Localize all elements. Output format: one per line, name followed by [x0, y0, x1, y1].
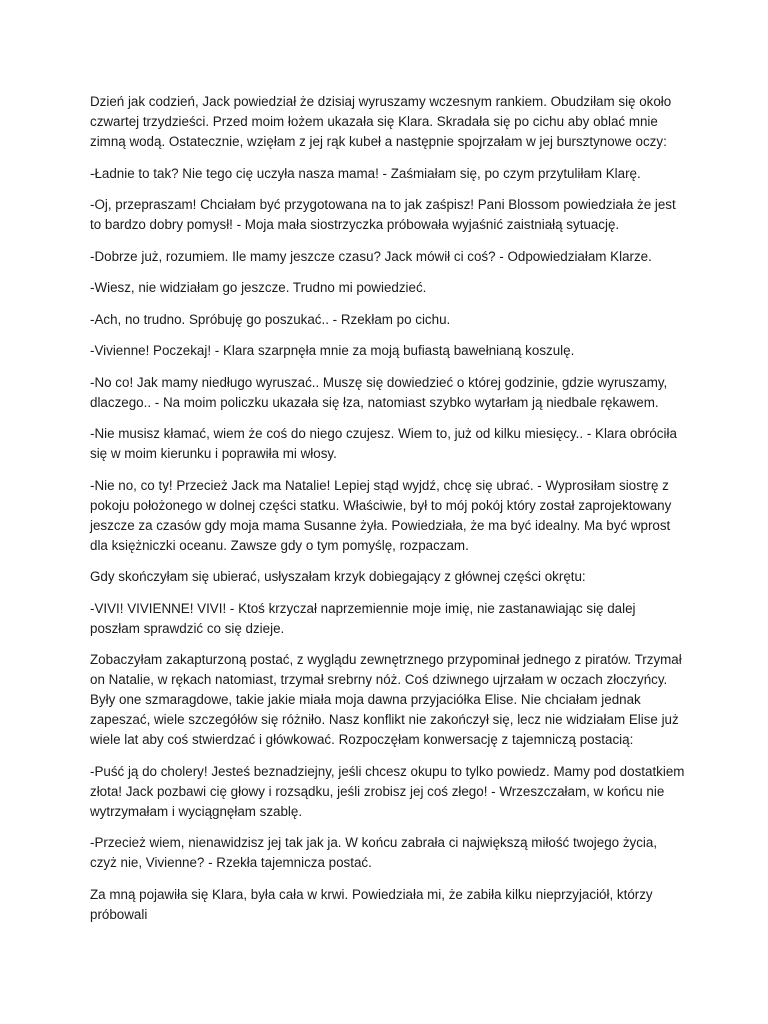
- paragraph: -Ach, no trudno. Spróbuję go poszukać.. - Rzekłam po cichu.: [90, 311, 451, 327]
- paragraph: -Wiesz, nie widziałam go jeszcze. Trudno mi powiedzieć.: [90, 280, 427, 295]
- paragraph: -Vivienne! Poczekaj! - Klara szarpnęła mnie za moją bufiastą bawełnianą koszulę.: [90, 343, 575, 358]
- paragraph: -Dobrze już, rozumiem. Ile mamy jeszcze czasu? Jack mówił ci coś? - Odpowiedziałam Klarze.: [90, 248, 652, 264]
- paragraph: -VIVI! VIVIENNE! VIVI! - Ktoś krzyczał naprzemiennie moje imię, nie zastanawiając się dalej poszłam sprawdzić co się dzieje.: [90, 600, 636, 636]
- paragraph: Zobaczyłam zakapturzoną postać, z wyglądu zewnętrznego przypominał jednego z piratów. Trzymał on Natalie, w rękach natomiast, trzymał srebrny nóż. Coś dziwnego ujrzałam w oczach złoczyńcy. Były one szmaragdowe, takie jakie miała moja dawna przyjaciółka Elise. Nie chciałam jednak zapeszać, wiele szczegółów się różniło. Nasz konflikt nie zakończył się, lecz nie widziałam Elise już wiele lat aby coś stwierdzać i główkować. Rozpoczęłam konwersację z tajemniczą postacią:: [90, 652, 682, 747]
- paragraph: -Oj, przepraszam! Chciałam być przygotowana na to jak zaśpisz! Pani Blossom powiedziała że jest to bardzo dobry pomysł! - Moja mała siostrzyczka próbowała wyjaśnić zaistniałą sytuację.: [90, 197, 676, 232]
- paragraph: -Przecież wiem, nienawidzisz jej tak jak ja. W końcu zabrała ci największą miłość twojego życia, czyż nie, Vivienne? - Rzekła tajemnicza postać.: [90, 835, 658, 870]
- paragraph: -Nie musisz kłamać, wiem że coś do niego czujesz. Wiem to, już od kilku miesięcy.. - Klara obróciła się w moim kierunku i poprawiła mi włosy.: [90, 426, 677, 461]
- paragraph: -Ładnie to tak? Nie tego cię uczyła nasza mama! - Zaśmiałam się, po czym przytuliłam Klarę.: [90, 165, 641, 181]
- paragraph: -Nie no, co ty! Przecież Jack ma Natalie! Lepiej stąd wyjdź, chcę się ubrać. - Wyprosiłam siostrę z pokoju położonego w dolnej części statku. Właściwie, był to mój pokój który został zaprojektowany jeszcze za czasów gdy moja mama Susanne żyła. Powiedziała, że ma być idealny. Ma być wprost dla księżniczki oceanu. Zawsze gdy o tym pomyślę, rozpaczam.: [90, 477, 672, 553]
- paragraph: Gdy skończyłam się ubierać, usłyszałam krzyk dobiegający z głównej części okrętu:: [90, 569, 586, 584]
- document-page: [90, 92, 686, 936]
- paragraph: -Puść ją do cholery! Jesteś beznadziejny, jeśli chcesz okupu to tylko powiedz. Mamy pod dostatkiem złota! Jack pozbawi cię głowy i rozsądku, jeśli zrobisz jej coś złego! - Wrzeszczałam, w końcu nie wytrzymałam i wyciągnęłam szablę.: [90, 763, 685, 819]
- paragraph: Za mną pojawiła się Klara, była cała w krwi. Powiedziała mi, że zabiła kilku nieprzyjaciół, którzy próbowali: [90, 886, 653, 922]
- paragraph: Dzień jak codzień, Jack powiedział że dzisiaj wyruszamy wczesnym rankiem. Obudziłam się około czwartej trzydzieści. Przed moim łożem ukazała się Klara. Skradała się po cichu aby oblać mnie zimną wodą. Ostatecznie, wzięłam z jej rąk kubeł a następnie spojrzałam w jej bursztynowe oczy:: [90, 94, 672, 149]
- paragraph: -No co! Jak mamy niedługo wyruszać.. Muszę się dowiedzieć o której godzinie, gdzie wyruszamy, dlaczego.. - Na moim policzku ukazała się łza, natomiast szybko wytarłam ją niedbale rękawem.: [90, 374, 668, 410]
